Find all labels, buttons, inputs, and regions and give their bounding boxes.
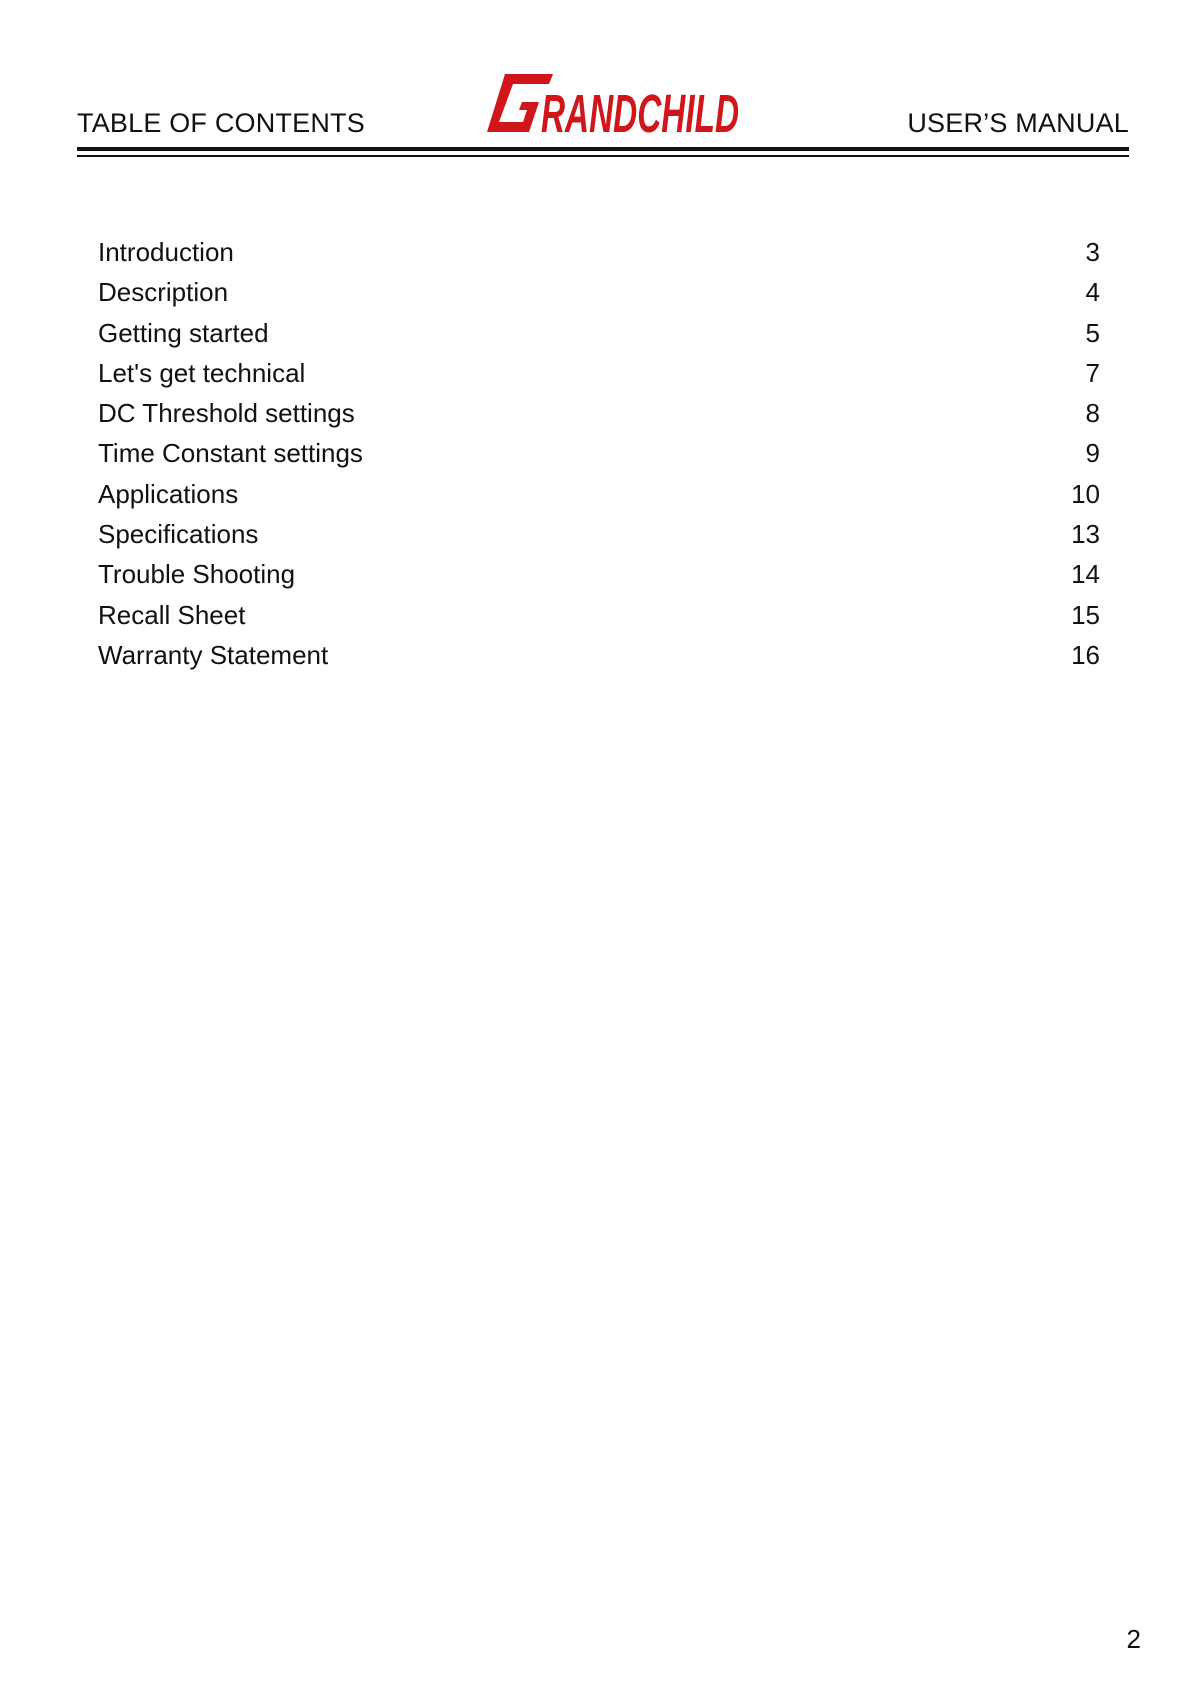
toc-entry-page: 16 [1071,639,1100,670]
toc-entry-page: 4 [1085,277,1100,308]
toc-entry [98,232,1100,272]
toc-entry-page: 9 [1085,438,1100,469]
toc-entry [98,474,1100,514]
toc-entry [98,554,1100,594]
toc-entry [98,595,1100,635]
toc-entry-title: Getting started [98,317,269,348]
toc-entry-title: Recall Sheet [98,599,246,630]
grandchild-logo [483,70,745,142]
header-section-title: TABLE OF CONTENTS [77,108,365,138]
toc-entry [98,433,1100,473]
toc-entry-title: Trouble Shooting [98,559,296,590]
page-number: 2 [1126,1624,1141,1654]
toc-entry-title: DC Threshold settings [98,398,355,429]
toc-entry-page: 7 [1085,357,1100,388]
logo-wordmark: RANDCHILD [541,84,739,144]
toc-entry-title: Description [98,277,229,308]
toc-entry-page: 13 [1071,519,1100,550]
toc-entry-page: 8 [1085,398,1100,429]
toc-entry-page: 14 [1071,559,1100,590]
header-manual-label: USER’S MANUAL [907,108,1129,138]
toc-entry-page: 15 [1071,599,1100,630]
toc-entry-page: 10 [1071,478,1100,509]
toc-entry-title: Specifications [98,519,259,550]
table-of-contents [98,232,1100,675]
header-rule-thin [77,155,1129,157]
header-rule-thick [77,147,1129,151]
toc-entry-title: Time Constant settings [98,438,363,469]
page-header [77,64,1129,160]
toc-entry-title: Let's get technical [98,357,306,388]
toc-entry [98,272,1100,312]
toc-entry-page: 5 [1085,317,1100,348]
toc-entry [98,393,1100,433]
toc-entry [98,313,1100,353]
toc-entry-title: Applications [98,478,239,509]
toc-entry-page: 3 [1085,237,1100,267]
toc-entry-title: Warranty Statement [98,639,329,670]
toc-entry [98,635,1100,675]
toc-entry-title: Introduction [98,237,234,267]
toc-entry [98,514,1100,554]
toc-entry [98,353,1100,393]
